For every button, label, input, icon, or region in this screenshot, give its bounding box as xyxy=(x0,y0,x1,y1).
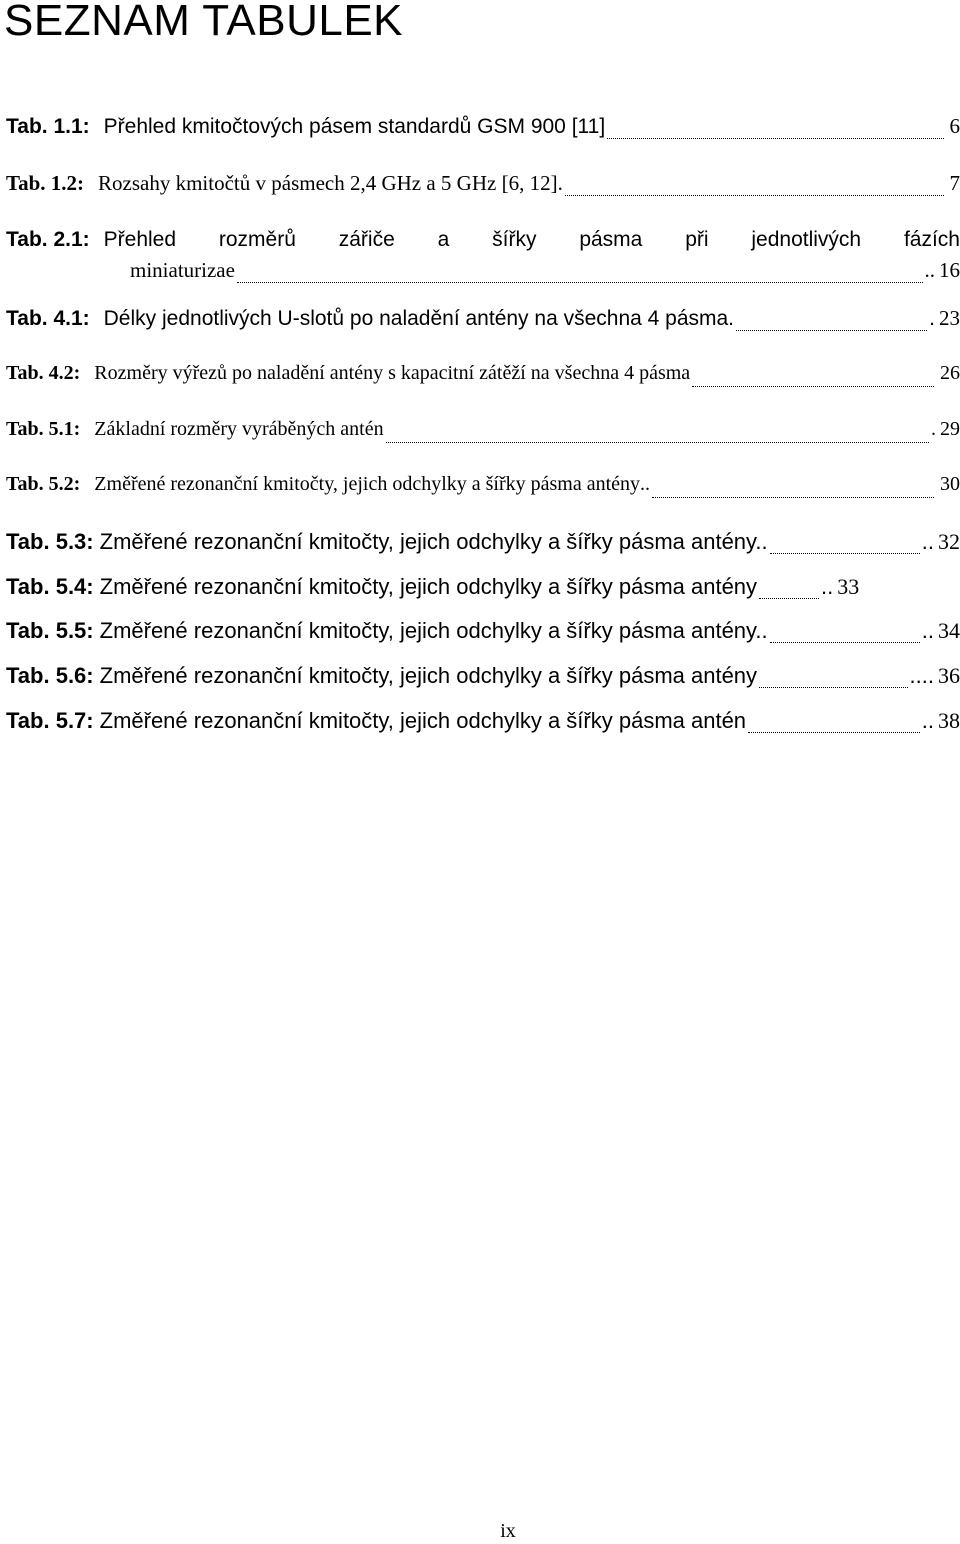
entry-page: 32 xyxy=(938,529,960,554)
entry-page: 30 xyxy=(940,473,960,495)
dot-leader xyxy=(770,642,920,643)
toc-entry[interactable] xyxy=(6,171,960,205)
entry-title: Rozměry výřezů po naladění antény s kapacitní zátěží na všechna 4 pásma xyxy=(94,362,691,384)
toc-entry[interactable] xyxy=(6,473,960,507)
dot-leader xyxy=(386,442,929,443)
toc-entry-continuation[interactable] xyxy=(130,258,960,292)
entry-title: Délky jednotlivých U-slotů po naladění antény na všechna 4 pásma. xyxy=(103,307,735,330)
entry-page: 6 xyxy=(949,114,960,138)
entry-label: Tab. 4.1: xyxy=(6,307,90,330)
entry-title: Změřené rezonanční kmitočty, jejich odchylky a šířky pásma antény xyxy=(99,574,758,599)
toc-entry[interactable] xyxy=(6,663,960,697)
entry-page: 38 xyxy=(938,708,960,733)
entry-label: Tab. 5.2: xyxy=(6,473,81,495)
entry-leader-dots: .. xyxy=(924,258,935,282)
entry-leader-dots: .. xyxy=(640,473,651,495)
entry-label: Tab. 1.2: xyxy=(6,171,85,195)
entry-page: 16 xyxy=(939,258,960,282)
entry-title: Rozsahy kmitočtů v pásmech 2,4 GHz a 5 GHz [6, 12]. xyxy=(98,171,563,195)
toc-entry[interactable] xyxy=(6,529,960,563)
dot-leader xyxy=(759,598,819,599)
entry-page: 34 xyxy=(938,618,960,643)
entry-label: Tab. 5.4: xyxy=(6,574,94,599)
entry-title: Změřené rezonanční kmitočty, jejich odchylky a šířky pásma antény xyxy=(94,473,641,495)
dot-leader xyxy=(565,195,944,196)
entry-leader-dots: . xyxy=(929,307,935,330)
entry-label: Tab. 2.1: xyxy=(6,228,90,251)
dot-leader xyxy=(736,330,927,331)
entry-label: Tab. 5.6: xyxy=(6,663,94,688)
dot-leader xyxy=(748,732,920,733)
entry-title: Změřené rezonanční kmitočty, jejich odchylky a šířky pásma antény xyxy=(99,663,758,688)
entry-title: Přehled kmitočtových pásem standardů GSM 900 [11] xyxy=(103,115,606,138)
dot-leader xyxy=(652,497,934,498)
entry-title-continuation: miniaturizae xyxy=(130,258,235,282)
entry-label: Tab. 5.1: xyxy=(6,418,81,440)
entry-leader-dots: .. xyxy=(921,708,934,733)
entry-label: Tab. 5.7: xyxy=(6,708,94,733)
entry-title: Změřené rezonanční kmitočty, jejich odchylky a šířky pásma antény.. xyxy=(99,529,768,554)
dot-leader xyxy=(607,138,943,139)
entry-leader-dots: .... xyxy=(909,663,934,688)
entry-page: 33 xyxy=(837,574,860,599)
entry-page: 23 xyxy=(939,306,960,330)
toc-entry[interactable] xyxy=(6,306,960,340)
entry-title: Přehled rozměrů zářiče a šířky pásma při jednotlivých fázích xyxy=(103,228,960,251)
toc-entry[interactable] xyxy=(6,618,960,652)
entry-leader-dots: . xyxy=(931,418,936,440)
entry-page: 36 xyxy=(938,663,960,688)
toc-entry[interactable] xyxy=(6,362,960,396)
toc-entry[interactable] xyxy=(6,574,960,608)
entry-page: 26 xyxy=(940,362,960,384)
entry-title: Základní rozměry vyráběných antén xyxy=(94,418,384,440)
toc-entry[interactable] xyxy=(6,418,960,452)
entry-leader-dots: .. xyxy=(821,574,834,599)
toc-entry[interactable] xyxy=(6,708,960,742)
toc-entry[interactable] xyxy=(6,114,960,148)
entry-leader-dots: .. xyxy=(921,618,934,643)
entry-label: Tab. 1.1: xyxy=(6,115,90,138)
toc-entry[interactable] xyxy=(6,228,960,262)
dot-leader xyxy=(770,553,920,554)
entry-title: Změřené rezonanční kmitočty, jejich odchylky a šířky pásma antén xyxy=(99,708,747,733)
entry-label: Tab. 5.3: xyxy=(6,529,94,554)
entry-label: Tab. 5.5: xyxy=(6,618,94,643)
dot-leader xyxy=(759,687,908,688)
dot-leader xyxy=(692,386,934,387)
entry-leader-dots: .. xyxy=(921,529,934,554)
entry-page: 7 xyxy=(949,171,960,195)
page-title: SEZNAM TABULEK xyxy=(4,0,404,45)
dot-leader xyxy=(237,282,923,283)
page-number: ix xyxy=(500,1520,516,1542)
entry-page: 29 xyxy=(940,418,960,440)
entry-title: Změřené rezonanční kmitočty, jejich odchylky a šířky pásma antény.. xyxy=(99,618,768,643)
entry-label: Tab. 4.2: xyxy=(6,362,81,384)
